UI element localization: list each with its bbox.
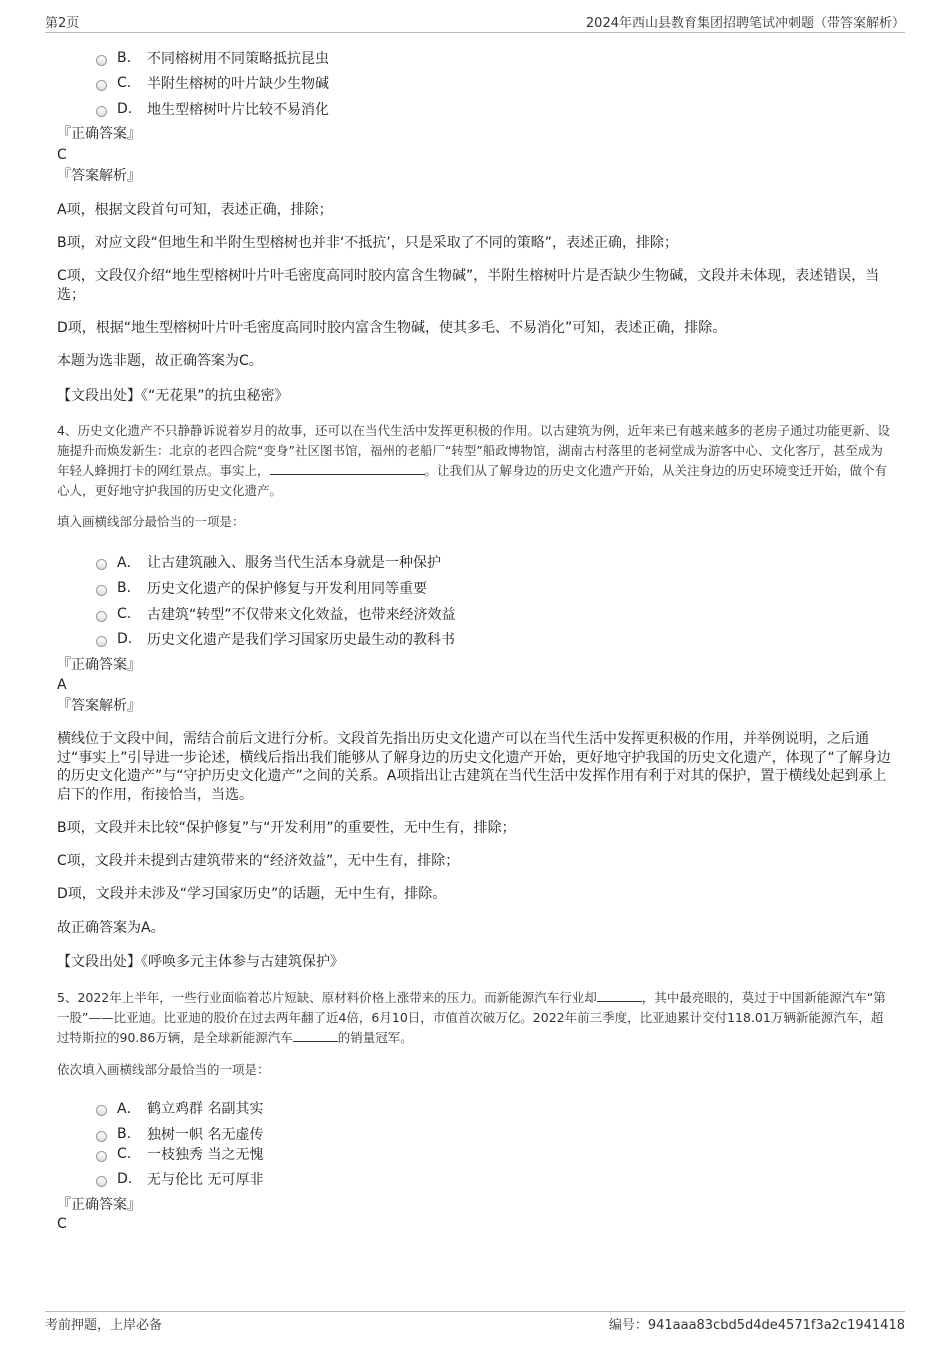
radio-icon[interactable] xyxy=(96,585,107,596)
source: 【文段出处】《呼唤多元主体参与古建筑保护》 xyxy=(57,954,344,970)
option-b[interactable] xyxy=(96,1124,263,1144)
radio-icon[interactable] xyxy=(96,1105,107,1116)
option-a[interactable] xyxy=(96,1098,263,1118)
option-c[interactable] xyxy=(96,1144,263,1164)
question-prompt: 填入画横线部分最恰当的一项是： xyxy=(57,514,245,529)
blank-line xyxy=(293,1029,338,1042)
question-5-stem: 5、2022年上半年，一些行业面临着芯片短缺、原材料价格上涨带来的压力。而新能源汽车行业却 ，其中最亮眼的，莫过于中国新能源汽车“第一股”——比亚迪。比亚迪的股价在过去两年翻了近4倍，6月10日，市值首次破万亿。2022年前三季度，比亚迪累计交付118.01万辆新能源汽车，超过特斯拉的90.86万辆，是全球新能源汽车 的销量冠军。 xyxy=(57,990,886,1045)
option-a[interactable] xyxy=(96,552,441,572)
radio-icon[interactable] xyxy=(96,636,107,647)
option-label: D. xyxy=(117,101,133,117)
radio-icon[interactable] xyxy=(96,106,107,117)
option-text: 历史文化遗产是我们学习国家历史最生动的教科书 xyxy=(147,632,455,648)
option-d[interactable] xyxy=(96,1169,263,1189)
document-id: 编号：941aaa83cbd5d4de4571f3a2c1941418 xyxy=(608,1318,905,1333)
radio-icon[interactable] xyxy=(96,611,107,622)
header-divider xyxy=(45,32,905,33)
option-text: 地生型榕树叶片比较不易消化 xyxy=(147,102,329,118)
footer-divider xyxy=(45,1311,905,1312)
option-d[interactable] xyxy=(96,99,329,119)
radio-icon[interactable] xyxy=(96,1131,107,1142)
option-label: B. xyxy=(117,50,132,66)
answer-heading: 『正确答案』 xyxy=(57,657,141,673)
option-c[interactable] xyxy=(96,73,329,93)
analysis-a: A项，根据文段首句可知，表述正确，排除； xyxy=(57,202,333,218)
option-label: C. xyxy=(117,1146,132,1162)
source: 【文段出处】《“无花果”的抗虫秘密》 xyxy=(57,388,289,404)
document-title: 2024年西山县教育集团招聘笔试冲刺题（带答案解析） xyxy=(585,16,905,31)
blank-line xyxy=(597,989,642,1002)
option-c[interactable] xyxy=(96,604,456,624)
radio-icon[interactable] xyxy=(96,1176,107,1187)
footer-slogan: 考前押题，上岸必备 xyxy=(45,1318,163,1333)
analysis-d: D项，文段并未涉及“学习国家历史”的话题，无中生有，排除。 xyxy=(57,886,447,902)
analysis-conclusion: 本题为选非题，故正确答案为C。 xyxy=(57,353,263,369)
option-label: C. xyxy=(117,606,132,622)
option-text: 鹤立鸡群 名副其实 xyxy=(147,1101,264,1117)
option-label: A． xyxy=(117,1101,141,1117)
option-label: D. xyxy=(117,631,133,647)
analysis-c: C项，文段并未提到古建筑带来的“经济效益”，无中生有，排除； xyxy=(57,853,460,869)
option-text: 古建筑“转型”不仅带来文化效益，也带来经济效益 xyxy=(147,607,456,623)
question-4-stem: 4、历史文化遗产不只静静诉说着岁月的故事，还可以在当代生活中发挥更积极的作用。以古建筑为例，近年来已有越来越多的老房子通过功能更新、设施提升而焕发新生：北京的老四合院“变身”社区图书馆，福州的老船厂“转型”船政博物馆，湖南古村落里的老祠堂成为游客中心、文化客厅，甚至成为年轻人蜂拥打卡的网红景点。事实上， 。让我们从了解身边的历史文化遗产开始，从关注身边的历史环境变迁开始，做个有心人，更好地守护我国的历史文化遗产。 xyxy=(57,423,890,498)
question-prompt: 依次填入画横线部分最恰当的一项是： xyxy=(57,1062,270,1077)
option-text: 无与伦比 无可厚非 xyxy=(147,1172,264,1188)
option-b[interactable] xyxy=(96,48,329,68)
analysis-heading: 『答案解析』 xyxy=(57,168,141,184)
option-d[interactable] xyxy=(96,629,455,649)
option-text: 历史文化遗产的保护修复与开发利用同等重要 xyxy=(147,581,427,597)
option-label: C. xyxy=(117,75,132,91)
analysis-main: 横线位于文段中间，需结合前后文进行分析。文段首先指出历史文化遗产可以在当代生活中发挥更积极的作用，并举例说明，之后通过“事实上”引导进一步论述，横线后指出我们能够从了解身边的历史文化遗产开始，更好地守护我国的历史文化遗产，体现了“了解身边的历史文化遗产”与“守护历史文化遗产”之间的关系。A项指出让古建筑在当代生活中发挥作用有利于对其的保护，置于横线处起到承上启下的作用，衔接恰当，当选。 xyxy=(57,731,891,803)
option-text: 一枝独秀 当之无愧 xyxy=(147,1147,264,1163)
blank-line xyxy=(270,462,425,475)
analysis-d: D项，根据“地生型榕树叶片叶毛密度高同时胶内富含生物碱，使其多毛、不易消化”可知，表述正确，排除。 xyxy=(57,320,727,336)
analysis-b: B项，文段并未比较“保护修复”与“开发利用”的重要性，无中生有，排除； xyxy=(57,820,516,836)
option-label: D. xyxy=(117,1171,133,1187)
radio-icon[interactable] xyxy=(96,1151,107,1162)
option-text: 不同榕树用不同策略抵抗昆虫 xyxy=(147,51,329,67)
option-label: B. xyxy=(117,1126,132,1142)
answer: A xyxy=(57,677,67,693)
analysis-c: C项，文段仅介绍“地生型榕树叶片叶毛密度高同时胶内富含生物碱”，半附生榕树叶片是否缺少生物碱，文段并未体现，表述错误，当选； xyxy=(57,268,880,303)
answer: C xyxy=(57,147,67,163)
analysis-conclusion: 故正确答案为A。 xyxy=(57,920,165,936)
analysis-b: B项，对应文段“但地生和半附生型榕树也并非‘不抵抗’，只是采取了不同的策略”，表述正确，排除； xyxy=(57,235,679,251)
answer-heading: 『正确答案』 xyxy=(57,1197,141,1213)
option-label: A． xyxy=(117,555,141,571)
option-b[interactable] xyxy=(96,578,427,598)
answer: C xyxy=(57,1216,67,1232)
option-text: 让古建筑融入、服务当代生活本身就是一种保护 xyxy=(147,555,441,571)
analysis-heading: 『答案解析』 xyxy=(57,698,141,714)
option-label: B. xyxy=(117,580,132,596)
option-text: 半附生榕树的叶片缺少生物碱 xyxy=(147,76,329,92)
radio-icon[interactable] xyxy=(96,559,107,570)
answer-heading: 『正确答案』 xyxy=(57,126,141,142)
radio-icon[interactable] xyxy=(96,55,107,66)
page-number: 第2页 xyxy=(45,16,80,31)
option-text: 独树一帜 名无虚传 xyxy=(147,1127,264,1143)
radio-icon[interactable] xyxy=(96,80,107,91)
